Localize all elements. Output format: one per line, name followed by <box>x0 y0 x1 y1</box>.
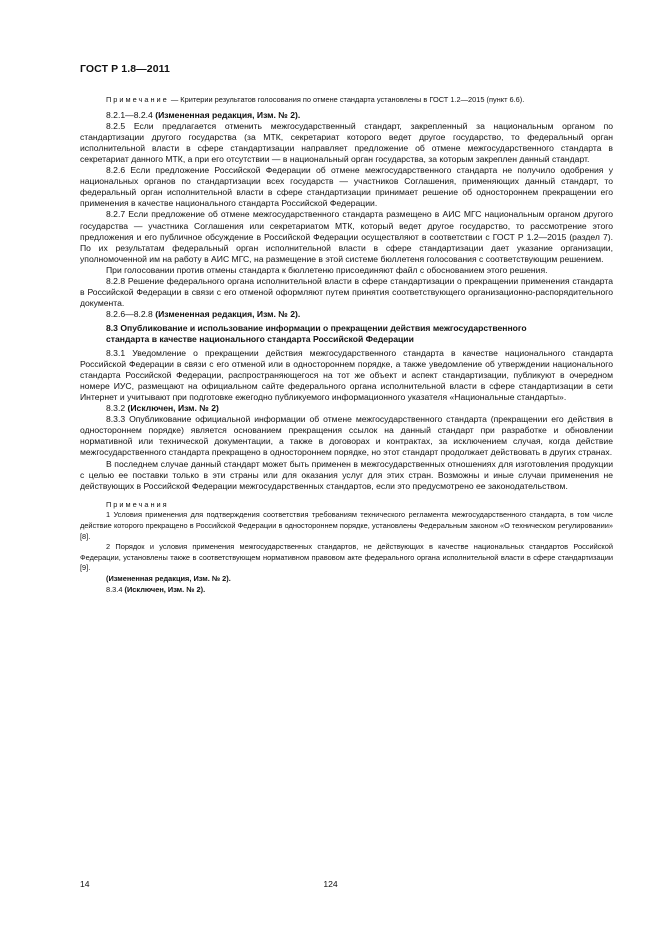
clause-8-2-8: 8.2.8 Решение федерального органа исполнительной власти в сфере стандартизации о прекращении применения стандарта в Российской Федерации в связи с его отменой оформляют путем принятия соответствующего организационно-распорядительного документа. <box>80 276 613 309</box>
clause-8-2-5: 8.2.5 Если предлагается отменить межгосударственный стандарт, закрепленный за национальным органом по стандартизации другого государства (за МТК, секретариат которого ведет другое государство, то федеральный орган исполнительной власти в сфере стандартизации направляет предложение об отмене межгосударственного стандарта в секретариат данного МТК, а при его отсутствии — в национальный орган государства, за которым закреплен данный стандарт. <box>80 120 614 164</box>
clause-8-3-3-last-case: В последнем случае данный стандарт может быть применен в межгосударственных отношениях для изготовления продукции с целью ее поставки только в эти страны или для оказания услуг для этих стран. Возможны и иные случаи применения не действующих в Российской Федерации межгосударственных стандартов, если это предусмотрено ее законодательством. <box>80 458 613 491</box>
clause-8-3-2: 8.3.2 (Исключен, Изм. № 2) <box>106 403 219 414</box>
clause-8-2-6-8-amendment: 8.2.6—8.2.8 (Измененная редакция, Изм. № 2). <box>106 309 301 320</box>
note-1: 1 Условия применения для подтверждения соответствия требованиям технического регламента межгосударственного стандарта, в том числе действие которого прекращено в Российской Федерации в одностороннем порядке, установлены Федеральным законом «О техническом регулировании» [8]. <box>80 510 613 541</box>
note-2: 2 Порядок и условия применения межгосударственных стандартов, не действующих в качестве национальных стандартов Российской Федерации, установлены также в соответствующем нормативном правовом акте федерального органа исполнительной власти в сфере стандартизации [9]. <box>80 542 613 573</box>
section-8-3-title: 8.3 Опубликование и использование информации о прекращении действия межгосударственного стандарта в качестве национального стандарта Российской Федерации <box>106 323 527 345</box>
page-number-left: 14 <box>80 879 90 889</box>
clause-8-2-7-voting: При голосовании против отмены стандарта к бюллетеню присоединяют файл с обоснованием этого решения. <box>106 264 548 275</box>
clause-8-3-4: 8.3.4 (Исключен, Изм. № 2). <box>106 584 206 594</box>
note-criteria: Примечание — Критерии результатов голосования по отмене стандарта установлены в ГОСТ 1.2—2015 (пункт 6.6). <box>106 95 525 104</box>
clause-8-2-6: 8.2.6 Если предложение Российской Федерации об отмене межгосударственного стандарта не получило одобрения у национальных органов по стандартизации всех государств — участников Соглашения, применяющих данный стандарт, то федеральный орган исполнительной власти в сфере стандартизации принимает решение об одностороннем прекращении его применения в качестве национального стандарта Российской Федерации. <box>80 165 614 209</box>
clause-8-3-1: 8.3.1 Уведомление о прекращении действия межгосударственного стандарта в качестве национального стандарта Российской Федерации в связи с его отменой или в одностороннем порядке, а также уведомление об утверждении национального стандарта Российской Федерации, распространяющегося на тот же объект и аспект стандартизации, публикуют в очередном номере ИУС, размещают на официальном сайте федерального органа исполнительной власти в сфере стандартизации в сети Интернет и учитывают при подготовке ежегодно публикуемого информационного указателя «Национальные стандарты». <box>80 347 613 402</box>
document-header: ГОСТ Р 1.8—2011 <box>80 63 170 75</box>
amendment-note: (Измененная редакция, Изм. № 2). <box>106 573 231 583</box>
page-number-center: 124 <box>323 879 338 889</box>
notes-heading: Примечания <box>106 499 169 509</box>
clause-8-3-3: 8.3.3 Опубликование официальной информации об отмене межгосударственного стандарта (прекращении его действия в одностороннем порядке) является основанием прекращения ссылок на данный стандарт при разработке и обновлении нормативной или технической документации, а также в договорах и контрактах, за исключением случая, когда действие межгосударственного стандарта прекращено в одностороннем порядке, но этот стандарт продолжает действовать в других странах. <box>80 414 613 458</box>
document-body <box>80 95 613 595</box>
clause-8-2-1-4: 8.2.1—8.2.4 (Измененная редакция, Изм. № 2). <box>106 109 301 120</box>
clause-8-2-7: 8.2.7 Если предложение об отмене межгосударственного стандарта размещено в АИС МГС национальным органом другого государства — участника Соглашения или секретариатом МТК, который ведет другое государство, то рассмотрение этого предложения и его публичное обсуждение в Российской Федерации осуществляют в соответствии с ГОСТ Р 1.2—2015 (раздел 7). По их результатам федеральный орган исполнительной власти в сфере стандартизации дает указание организации, уполномоченной им на работу в АИС МГС, на размещение в этой системе бюллетеня голосования с соответствующим решением. <box>80 209 613 264</box>
